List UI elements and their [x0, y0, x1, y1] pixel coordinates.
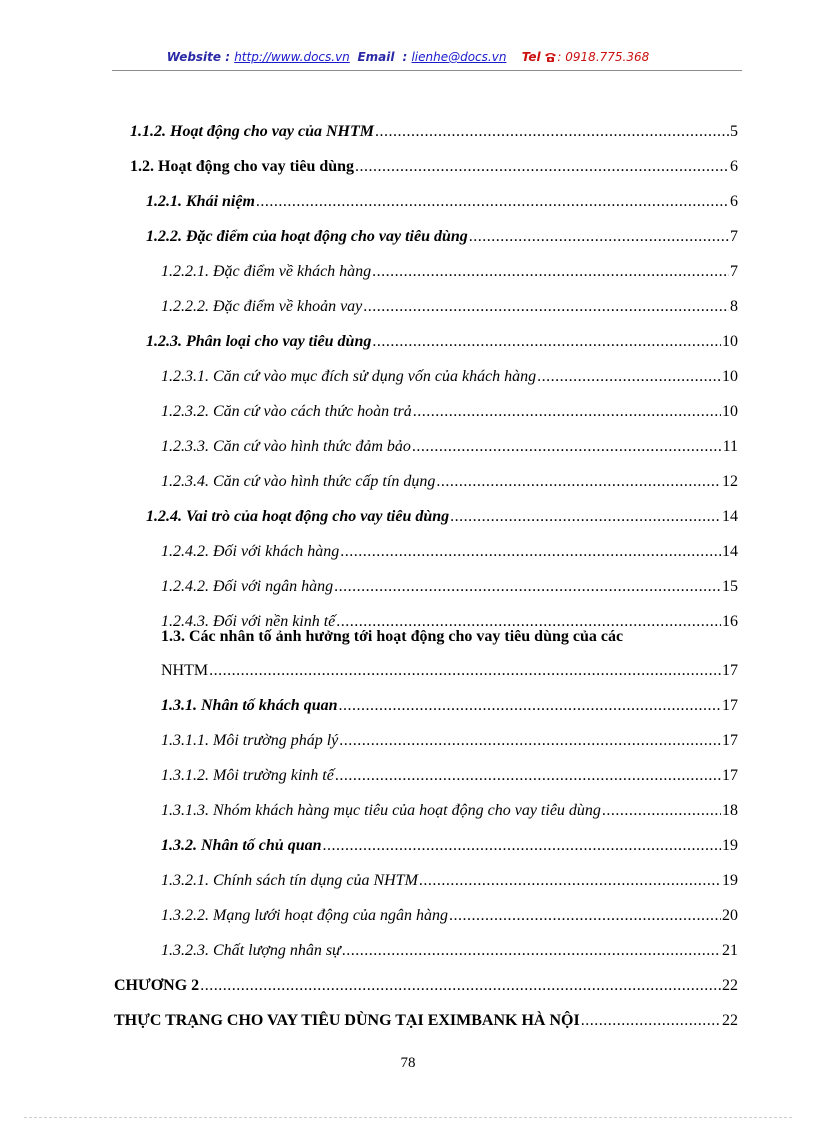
dot-leader [209, 661, 721, 681]
dot-leader [363, 297, 729, 317]
dot-leader [323, 836, 722, 856]
phone-icon [544, 51, 557, 66]
dot-leader [340, 542, 721, 562]
toc-entry[interactable] [161, 787, 738, 821]
tel-number: : 0918.775.368 [557, 50, 650, 64]
toc-entry-page: 19 [722, 872, 738, 889]
dot-leader [339, 696, 722, 716]
toc-entry-page: 21 [722, 942, 738, 959]
toc-entry-page: 17 [722, 767, 738, 784]
toc-entry-page: 8 [730, 298, 738, 315]
toc-entry-title: 1.3.1. Nhân tố khách quan [161, 697, 338, 714]
email-separator: : [398, 50, 412, 64]
toc-entry-page: 10 [722, 368, 738, 385]
toc-entry-title: 1.2.3.3. Căn cứ vào hình thức đảm bảo [161, 438, 411, 455]
toc-entry-title: 1.3.2.2. Mạng lưới hoạt động của ngân hàng [161, 907, 449, 924]
dot-leader [469, 227, 729, 247]
toc-entry-title: 1.2.4. Vai trò của hoạt động cho vay tiêu dùng [146, 508, 450, 525]
toc-entry[interactable] [114, 997, 738, 1031]
toc-entry[interactable] [161, 927, 738, 961]
toc-entry-title: 1.2.2.1. Đặc điểm về khách hàng [161, 263, 372, 280]
toc-entry[interactable] [146, 178, 738, 212]
toc-entry[interactable] [161, 857, 738, 891]
toc-entry[interactable] [161, 248, 738, 282]
toc-entry-title: THỰC TRẠNG CHO VAY TIÊU DÙNG TẠI EXIMBANK HÀ NỘI [114, 1012, 580, 1029]
page-bottom-divider [24, 1117, 792, 1118]
toc-entry-title: 1.2.1. Khái niệm [146, 193, 255, 210]
toc-entry-title: NHTM [161, 662, 209, 679]
toc-entry-title: 1.3.1.3. Nhóm khách hàng mục tiêu của hoạt động cho vay tiêu dùng [161, 802, 601, 819]
toc-entry-title: 1.2.2. Đặc điểm của hoạt động cho vay tiêu dùng [146, 228, 468, 245]
toc-entry-title: 1.2.4.2. Đối với ngân hàng [161, 578, 334, 595]
website-label: Website [166, 50, 222, 64]
toc-entry-page: 11 [722, 438, 738, 455]
toc-entry-title: 1.1.2. Hoạt động cho vay của NHTM [130, 123, 374, 140]
page-header [0, 50, 816, 66]
toc-entry-title: 1.3.2. Nhân tố chủ quan [161, 837, 322, 854]
toc-entry-page: 7 [730, 263, 738, 280]
toc-entry[interactable] [161, 682, 738, 716]
toc-entry[interactable] [130, 143, 738, 177]
toc-entry[interactable] [146, 318, 738, 352]
toc-entry-page: 5 [730, 123, 738, 140]
toc-entry[interactable] [161, 458, 738, 492]
dot-leader [375, 122, 729, 142]
dot-leader [335, 766, 721, 786]
toc-entry[interactable] [130, 108, 738, 142]
toc-entry-title: 1.2. Hoạt động cho vay tiêu dùng [130, 158, 355, 175]
toc-entry-page: 22 [722, 1012, 738, 1029]
dot-leader [339, 731, 721, 751]
email-label: Email [357, 50, 395, 64]
dot-leader [450, 507, 721, 527]
toc-entry-page: 17 [722, 697, 738, 714]
toc-entry-title: 1.3.1.1. Môi trường pháp lý [161, 732, 339, 749]
toc-entry[interactable] [161, 563, 738, 597]
toc-entry[interactable] [161, 822, 738, 856]
toc-entry[interactable] [161, 598, 738, 632]
toc-entry-page: 15 [722, 578, 738, 595]
toc-entry-title: 1.2.3.4. Căn cứ vào hình thức cấp tín dụng [161, 473, 436, 490]
dot-leader [581, 1011, 721, 1031]
toc-entry-page: 18 [722, 802, 738, 819]
toc-entry-page: 6 [730, 193, 738, 210]
toc-entry-title: 1.2.4.2. Đối với khách hàng [161, 543, 340, 560]
toc-entry-title: 1.2.3.2. Căn cứ vào cách thức hoàn trả [161, 403, 412, 420]
dot-leader [342, 941, 721, 961]
toc-entry-page: 6 [730, 158, 738, 175]
toc-entry-page: 16 [722, 613, 738, 630]
toc-entry-page: 17 [722, 662, 738, 679]
toc-entry[interactable] [161, 752, 738, 786]
toc-entry[interactable] [114, 962, 738, 996]
toc-entry[interactable] [146, 493, 738, 527]
dot-leader [602, 801, 721, 821]
toc-entry-page: 10 [722, 333, 738, 350]
toc-entry[interactable] [161, 528, 738, 562]
toc-entry-title: 1.3.1.2. Môi trường kinh tế [161, 767, 334, 784]
dot-leader [537, 367, 721, 387]
dot-leader [200, 976, 721, 996]
toc-entry-page: 14 [722, 543, 738, 560]
toc-entry-title: 1.2.3.1. Căn cứ vào mục đích sử dụng vốn của khách hàng [161, 368, 537, 385]
website-link[interactable]: http://www.docs.vn [234, 50, 350, 64]
dot-leader [413, 402, 721, 422]
toc-entry-title: 1.3.2.1. Chính sách tín dụng của NHTM [161, 872, 418, 889]
toc-entry-title: CHƯƠNG 2 [114, 977, 200, 994]
toc-entry[interactable] [161, 423, 738, 457]
toc-entry-page: 22 [722, 977, 738, 994]
dot-leader [419, 871, 721, 891]
toc-entry-title: 1.3.2.3. Chất lượng nhân sự [161, 942, 341, 959]
toc-entry-wrapped-title[interactable]: 1.3. Các nhân tố ảnh hưởng tới hoạt động cho vay tiêu dùng của các [161, 628, 624, 645]
email-link[interactable]: lienhe@docs.vn [411, 50, 507, 64]
toc-entry[interactable] [146, 213, 738, 247]
toc-entry-title: 1.2.2.2. Đặc điểm về khoản vay [161, 298, 363, 315]
toc-entry[interactable] [161, 717, 738, 751]
toc-entry-title: 1.2.4.3. Đối với nền kinh tế [161, 613, 336, 630]
header-divider [112, 70, 742, 71]
toc-entry[interactable] [161, 353, 738, 387]
dot-leader [436, 472, 721, 492]
toc-entry-page: 12 [722, 473, 738, 490]
toc-entry[interactable] [161, 892, 738, 926]
toc-entry-page: 10 [722, 403, 738, 420]
toc-entry-title: 1.2.3. Phân loại cho vay tiêu dùng [146, 333, 372, 350]
dot-leader [372, 262, 729, 282]
dot-leader [355, 157, 729, 177]
toc-entry-page: 19 [722, 837, 738, 854]
toc-entry-page: 20 [722, 907, 738, 924]
toc-entry-page: 7 [730, 228, 738, 245]
dot-leader [412, 437, 722, 457]
toc-entry[interactable] [161, 647, 738, 681]
website-separator: : [221, 50, 235, 64]
toc-entry[interactable] [161, 283, 738, 317]
dot-leader [372, 332, 721, 352]
dot-leader [256, 192, 729, 212]
toc-entry[interactable] [161, 388, 738, 422]
page-number: 78 [400, 1055, 416, 1071]
dot-leader [449, 906, 721, 926]
toc-entry-page: 14 [722, 508, 738, 525]
toc-entry-page: 17 [722, 732, 738, 749]
dot-leader [334, 577, 721, 597]
tel-label: Tel [521, 50, 541, 64]
